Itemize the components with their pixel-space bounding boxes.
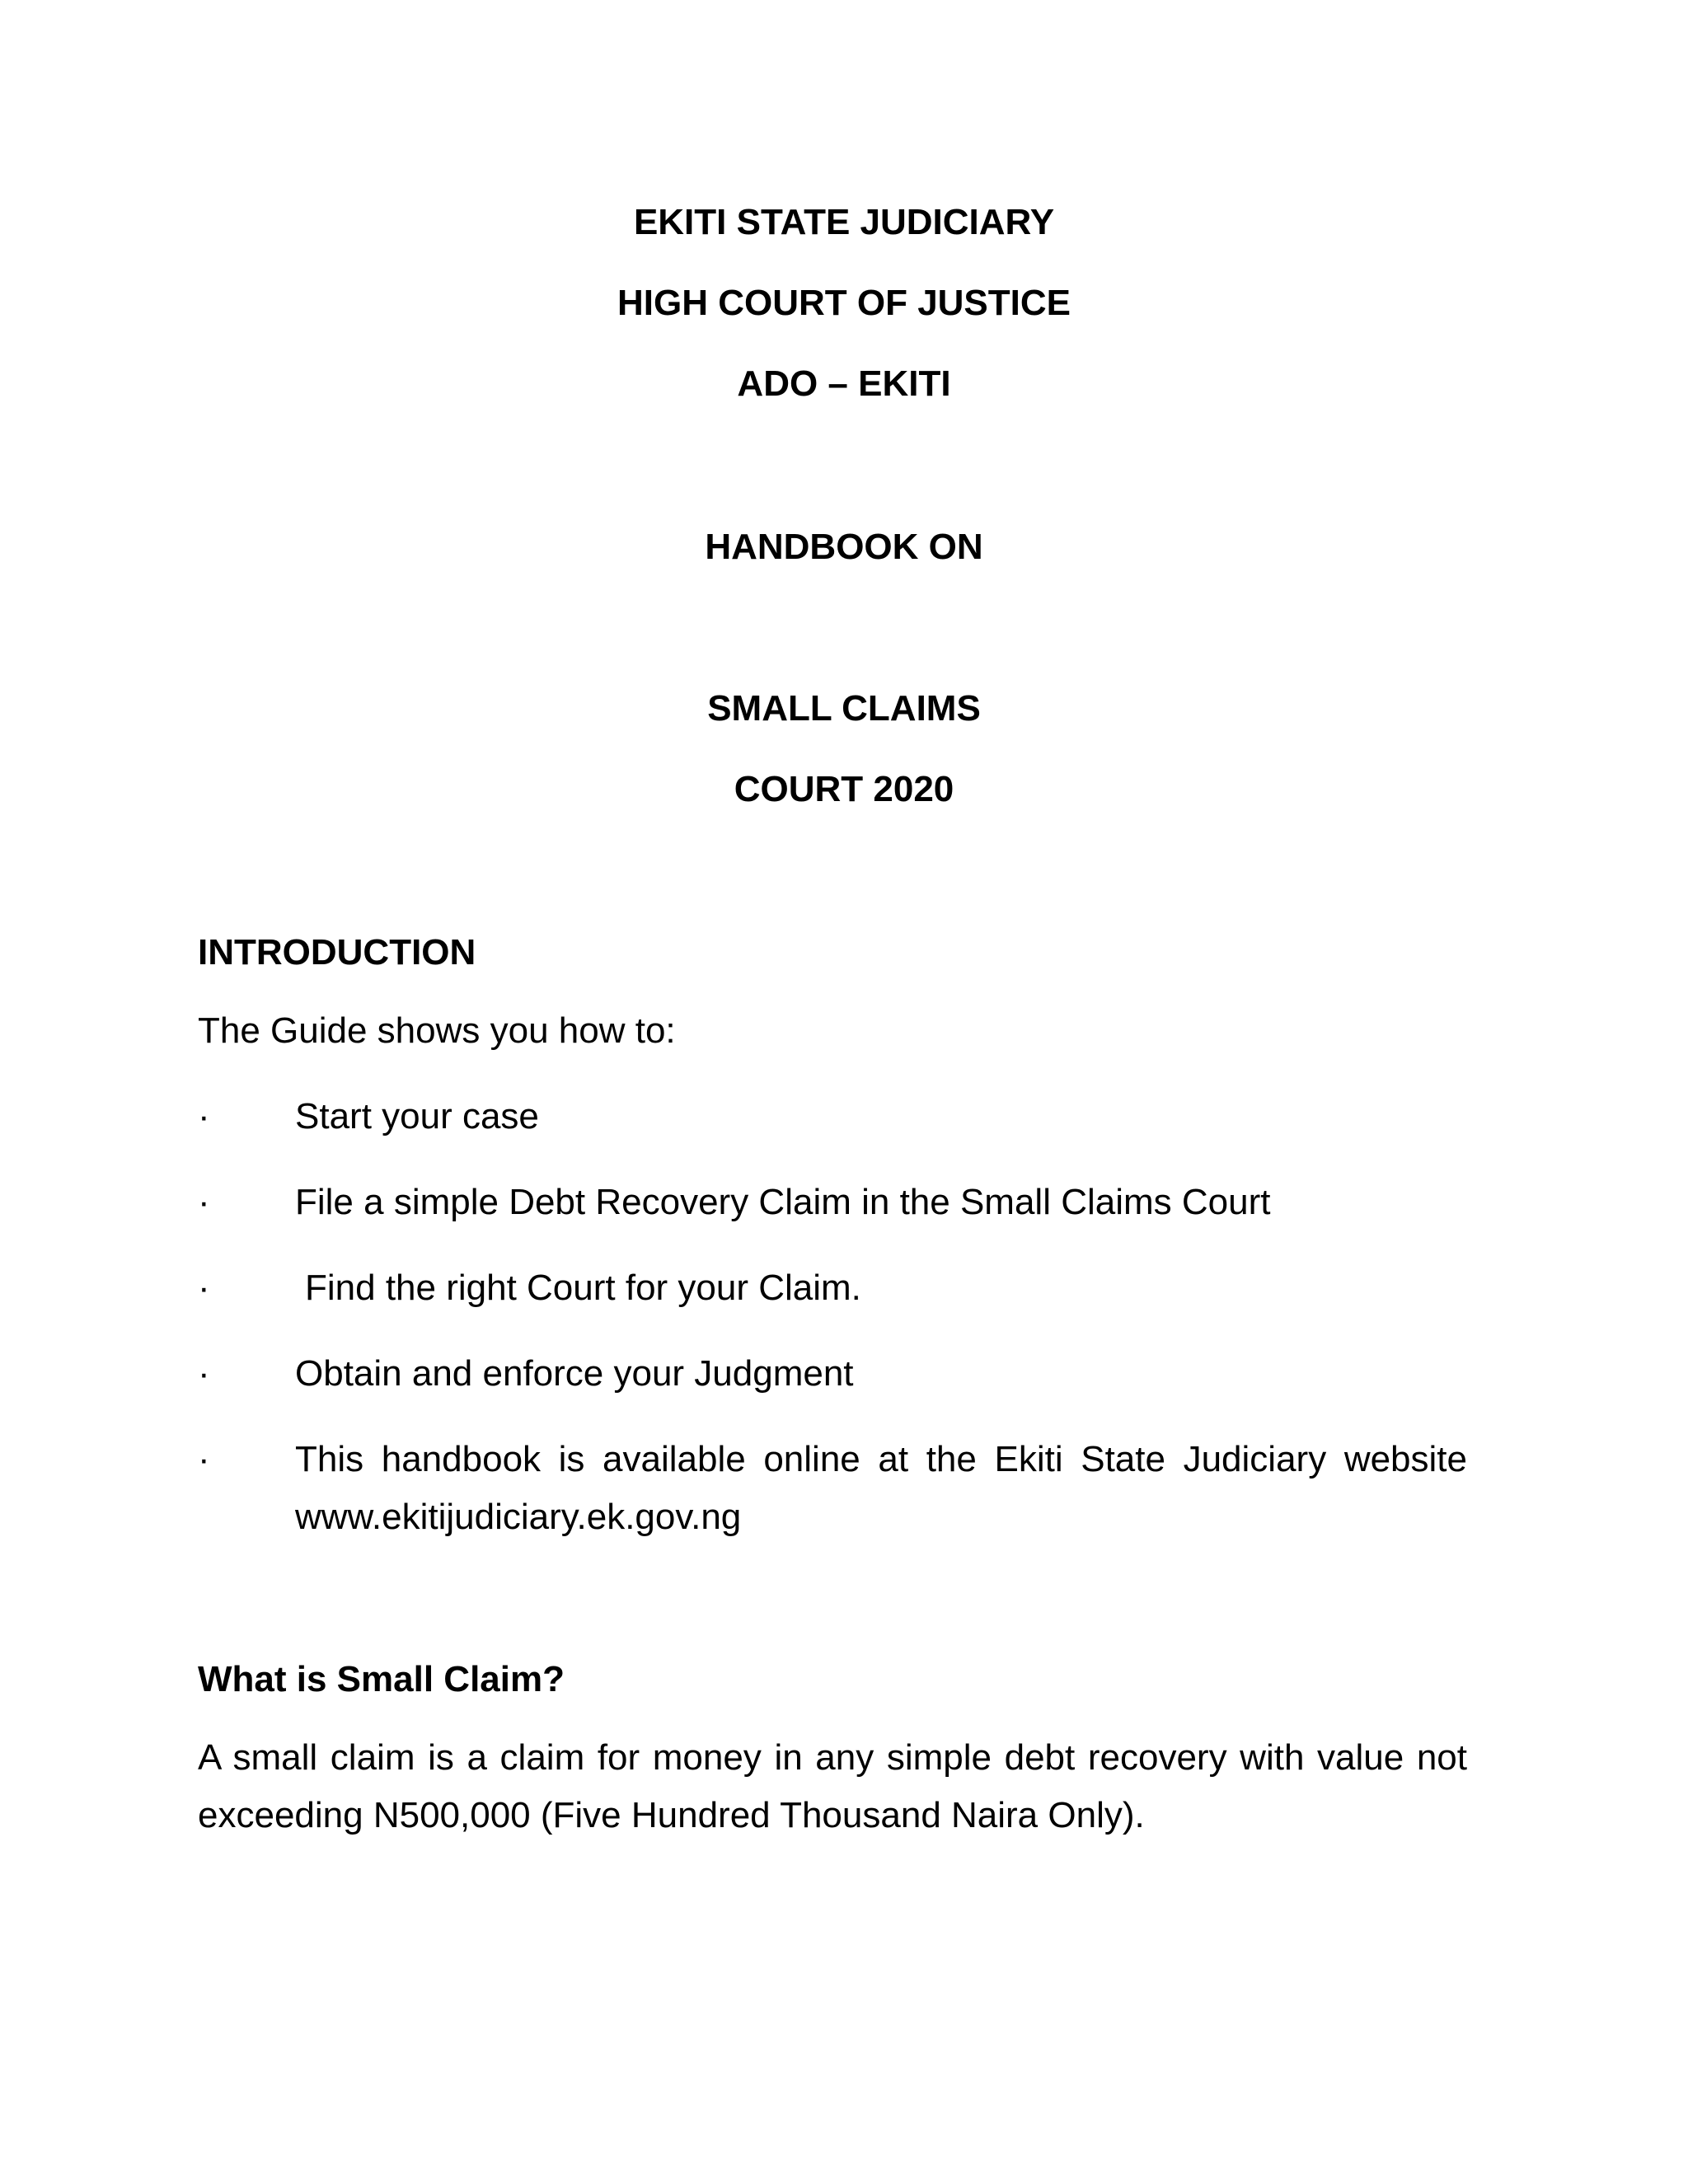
list-item-text: Obtain and enforce your Judgment	[295, 1353, 854, 1394]
title-small-claims: SMALL CLAIMS	[707, 688, 981, 729]
bullet-icon: ·	[198, 1353, 210, 1394]
bullet-icon: ·	[198, 1182, 210, 1222]
bullet-icon: ·	[198, 1439, 210, 1479]
introduction-heading: INTRODUCTION	[198, 932, 476, 972]
small-claim-definition: A small claim is a claim for money in any simple debt recovery with value not exceeding N500,000 (Five Hundred Thousand Naira Only).	[198, 1737, 1467, 1835]
title-court-year: COURT 2020	[734, 769, 954, 809]
small-claim-heading: What is Small Claim?	[198, 1659, 565, 1699]
list-item	[198, 1431, 1467, 1554]
list-item-text: Find the right Court for your Claim.	[305, 1268, 861, 1308]
bullet-icon: ·	[198, 1096, 210, 1137]
list-item-text: File a simple Debt Recovery Claim in the Small Claims Court	[295, 1182, 1271, 1222]
header-court: HIGH COURT OF JUSTICE	[617, 283, 1071, 323]
bullet-icon: ·	[198, 1268, 210, 1308]
header-location: ADO – EKITI	[737, 363, 951, 404]
list-item-text: This handbook is available online at the Ekiti State Judiciary website www.ekitijudiciary.ek.gov.ng	[295, 1439, 1467, 1537]
header-judiciary: EKITI STATE JUDICIARY	[633, 202, 1055, 242]
title-handbook-on: HANDBOOK ON	[705, 527, 983, 567]
list-item-text: Start your case	[295, 1096, 539, 1137]
introduction-lead: The Guide shows you how to:	[198, 1010, 676, 1051]
